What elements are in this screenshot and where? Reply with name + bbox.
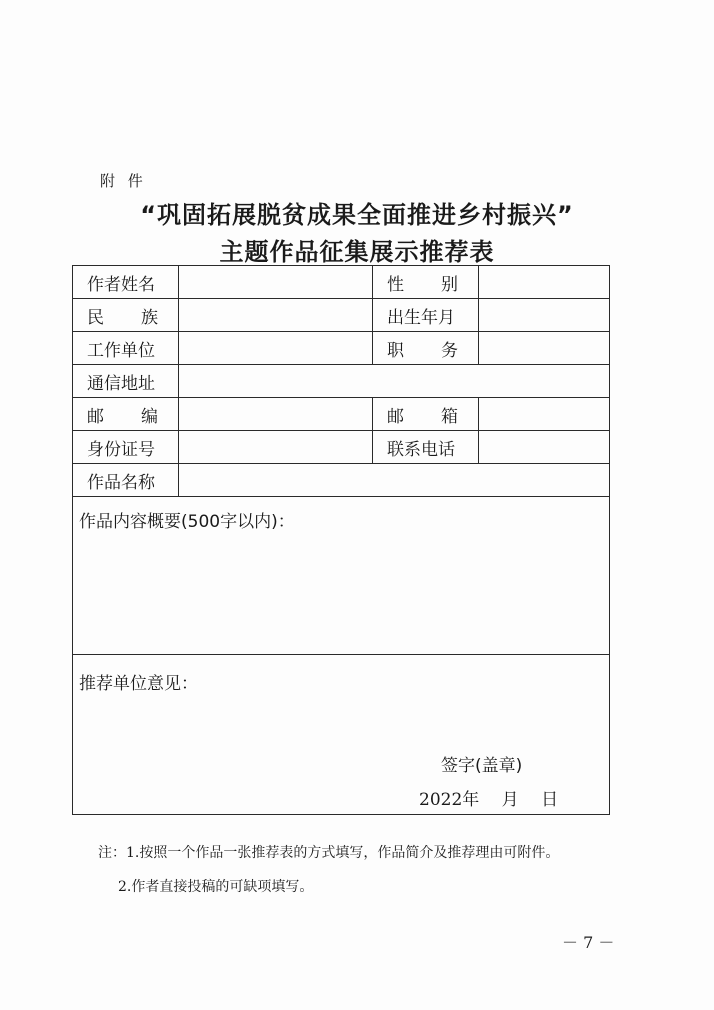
gender-label: 性 别 [373,266,479,299]
table-row [73,365,610,398]
work-unit-label: 工作单位 [73,332,179,365]
postcode-field[interactable] [179,398,373,431]
page-number: － 7 － [562,933,615,952]
position-label: 职 务 [373,332,479,365]
table-row [73,655,610,815]
attachment-label: 附 件 [100,172,147,190]
table-row [73,266,610,299]
opinion-cell[interactable] [73,655,610,815]
document-title-line1: “巩固拓展脱贫成果全面推进乡村振兴” [140,201,574,229]
ethnicity-field[interactable] [179,299,373,332]
email-label: 邮 箱 [373,398,479,431]
work-unit-field[interactable] [179,332,373,365]
recommendation-form-table [72,265,610,815]
author-name-field[interactable] [179,266,373,299]
document-title-line2: 主题作品征集展示推荐表 [219,238,495,266]
table-row [73,464,610,497]
email-field[interactable] [479,398,610,431]
summary-cell[interactable] [73,497,610,655]
table-row [73,431,610,464]
date-label: 2022年 月 日 [419,790,559,810]
ethnicity-label: 民 族 [73,299,179,332]
id-number-field[interactable] [179,431,373,464]
signature-label: 签字(盖章) [441,756,523,776]
id-number-label: 身份证号 [73,431,179,464]
note-2: 2.作者直接投稿的可缺项填写。 [118,879,314,895]
table-row [73,299,610,332]
work-title-label: 作品名称 [73,464,179,497]
summary-label: 作品内容概要(500字以内)： [79,512,295,532]
table-row [73,497,610,655]
opinion-label: 推荐单位意见： [79,674,198,694]
phone-label: 联系电话 [373,431,479,464]
table-row [73,398,610,431]
table-row [73,332,610,365]
address-field[interactable] [179,365,610,398]
postcode-label: 邮 编 [73,398,179,431]
work-title-field[interactable] [179,464,610,497]
gender-field[interactable] [479,266,610,299]
phone-field[interactable] [479,431,610,464]
note-1: 注：1.按照一个作品一张推荐表的方式填写，作品简介及推荐理由可附件。 [98,845,560,861]
position-field[interactable] [479,332,610,365]
birth-date-field[interactable] [479,299,610,332]
author-name-label: 作者姓名 [73,266,179,299]
birth-date-label: 出生年月 [373,299,479,332]
address-label: 通信地址 [73,365,179,398]
